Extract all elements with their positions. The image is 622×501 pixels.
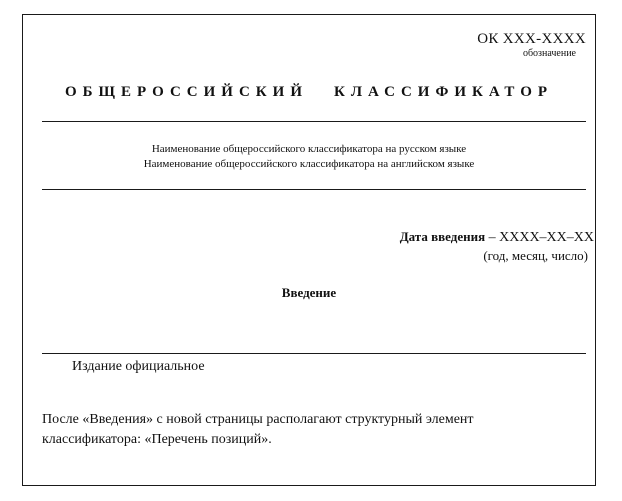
introduction-date-caption: (год, месяц, число) [483,248,588,263]
classifier-code-caption: обозначение [522,48,576,59]
explanatory-note-line-1: После «Введения» с новой страницы располагают структурный элемент [42,412,474,427]
explanatory-note-line-2: классификатора: «Перечень позиций». [42,432,272,447]
classifier-code-block [477,30,586,60]
classifier-code: ОК XXX-XXXX [477,31,586,47]
explanatory-note [42,410,586,450]
top-divider [42,121,586,122]
introduction-date-block [400,228,594,265]
official-edition-label: Издание официальное [72,359,205,374]
document-title-word-2: КЛАССИФИКАТОР [333,84,554,100]
introduction-date-value: XXXX–XX–XX [499,230,594,245]
document-title [22,82,596,102]
bottom-divider [42,353,586,354]
middle-divider [42,189,586,190]
classifier-names [22,142,596,172]
introduction-date-label: Дата введения [399,229,486,244]
introduction-date-line [400,228,594,247]
classifier-name-russian: Наименование общероссийского классификатора на русском языке [151,143,467,155]
introduction-heading: Введение [281,285,337,300]
document-title-word-1: ОБЩЕРОССИЙСКИЙ [64,84,308,100]
introduction-date-separator: – [488,230,496,245]
classifier-name-english: Наименование общероссийского классификатора на английском языке [143,158,475,170]
